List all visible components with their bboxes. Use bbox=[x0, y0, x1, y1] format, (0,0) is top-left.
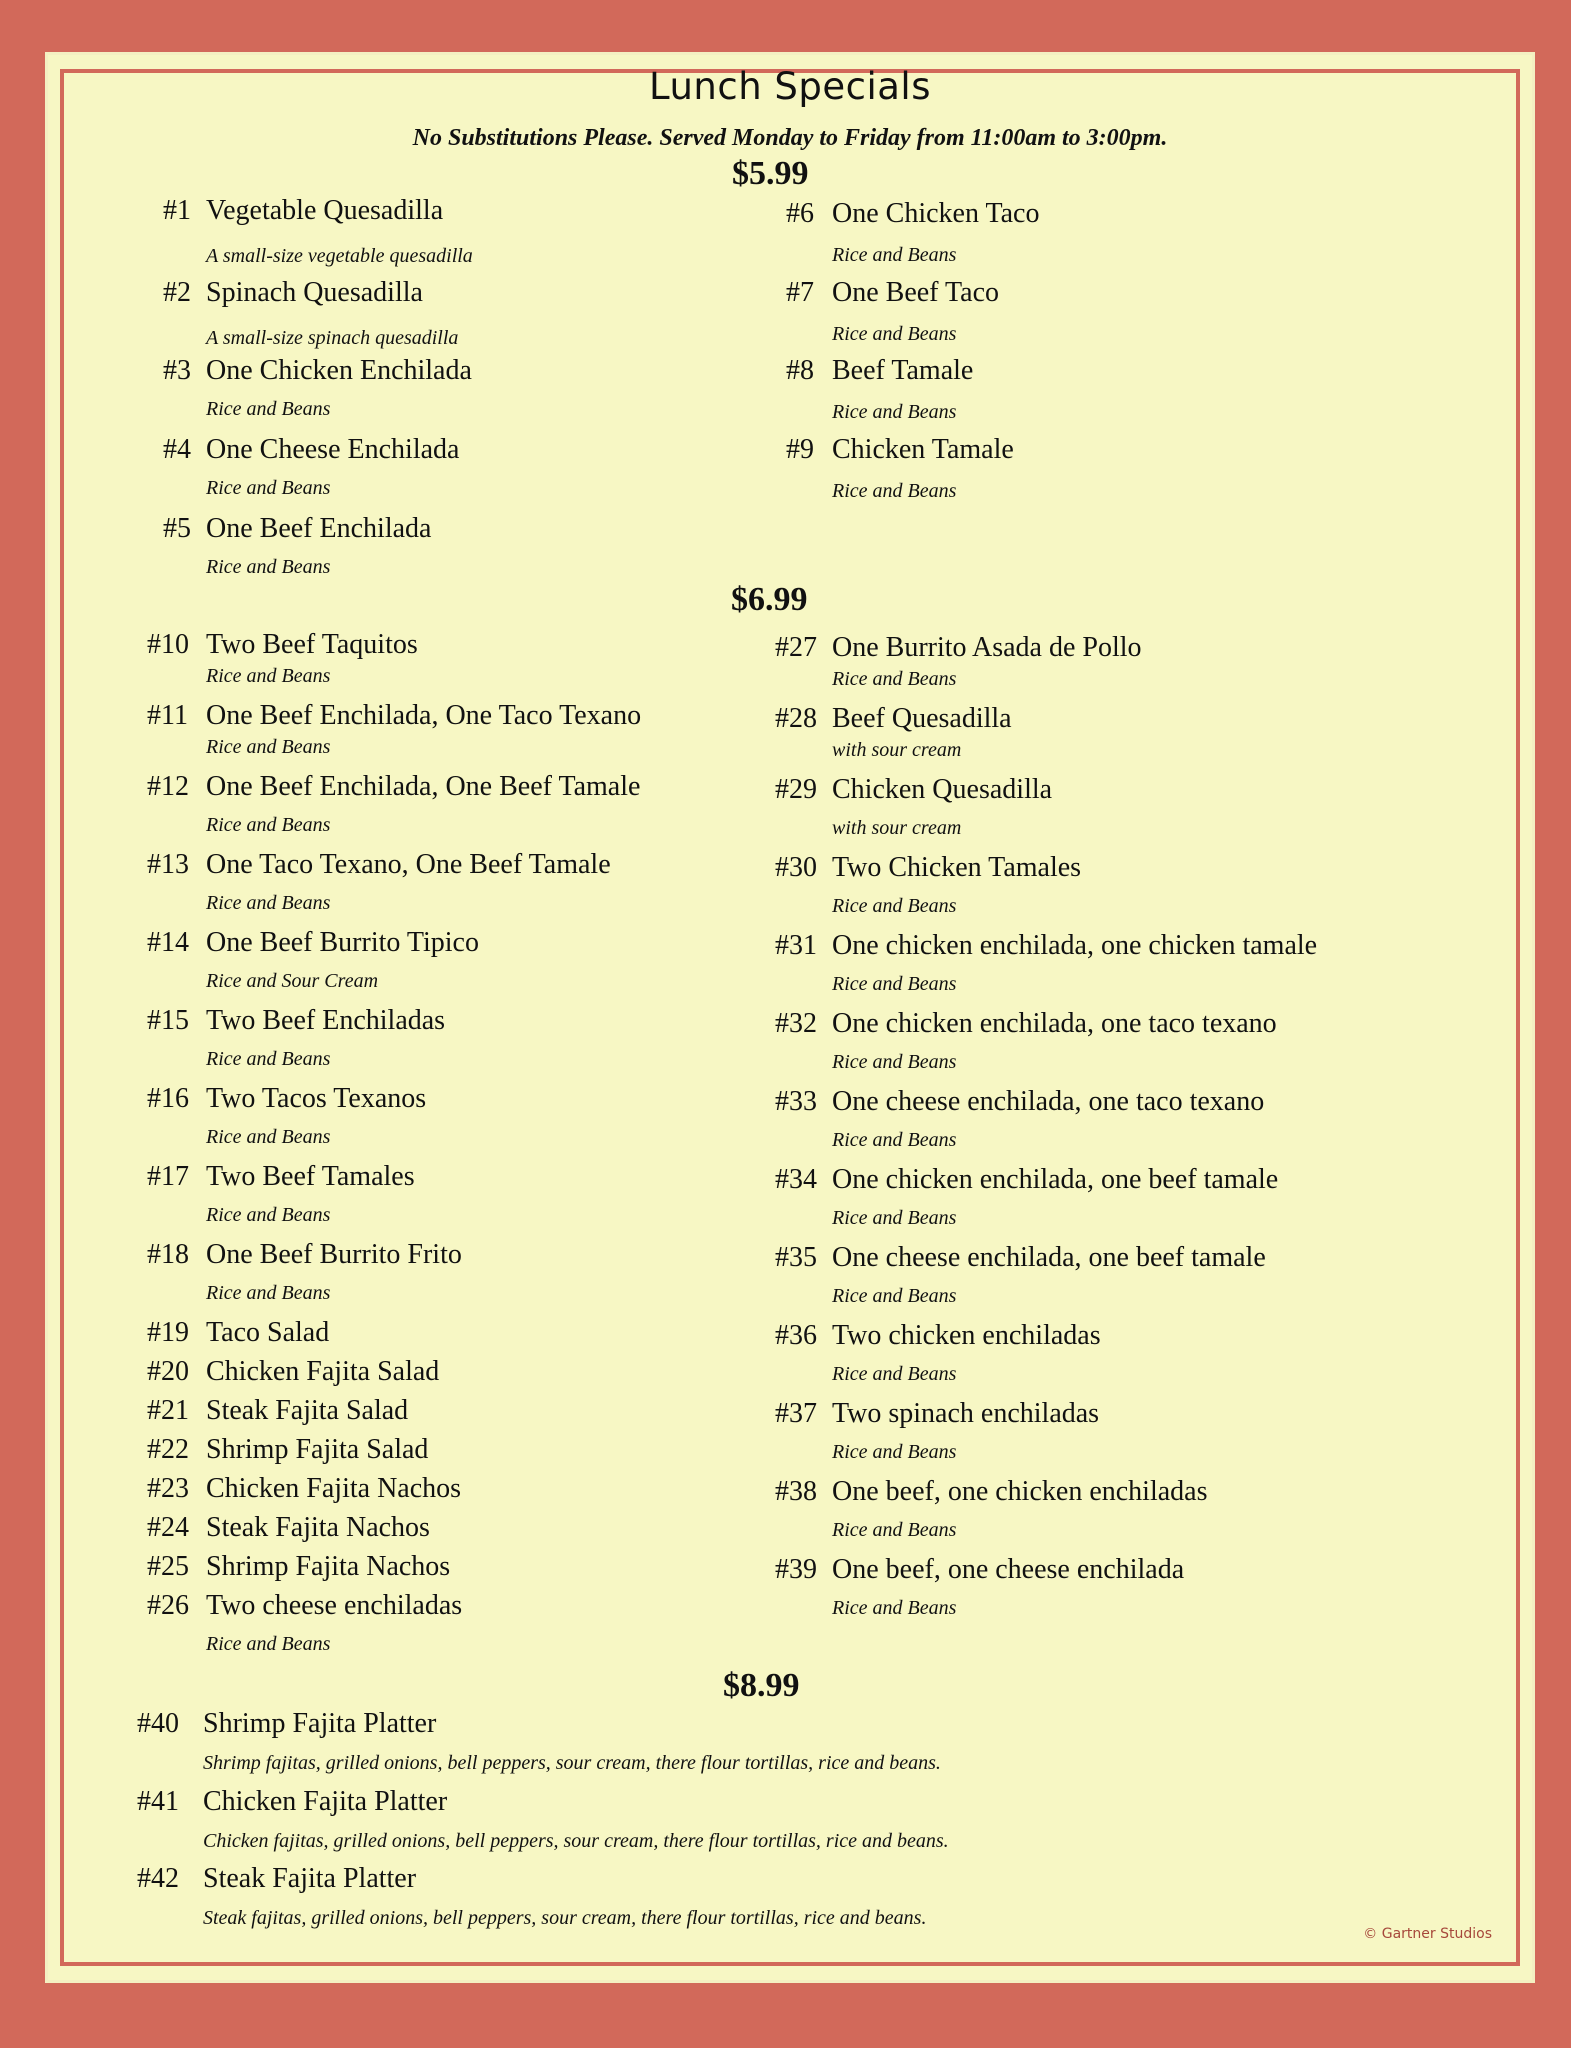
item-number: #36 bbox=[775, 1320, 817, 1351]
item-description: Rice and Beans bbox=[206, 814, 331, 836]
item-description: Rice and Beans bbox=[206, 477, 331, 499]
item-number: #41 bbox=[137, 1786, 179, 1817]
item-name: Two Tacos Texanos bbox=[206, 1083, 427, 1114]
item-number: #38 bbox=[775, 1476, 817, 1507]
item-name: One Chicken Taco bbox=[832, 198, 1040, 229]
menu-item bbox=[147, 1551, 450, 1583]
item-number: #8 bbox=[786, 355, 814, 386]
item-description: Rice and Beans bbox=[832, 1285, 957, 1307]
menu-page bbox=[48, 55, 1532, 1980]
item-name: One Chicken Enchilada bbox=[206, 355, 472, 386]
menu-title: Lunch Specials bbox=[648, 65, 931, 108]
menu-item bbox=[147, 1317, 329, 1349]
item-name: Beef Quesadilla bbox=[832, 703, 1012, 734]
item-name: Beef Tamale bbox=[832, 355, 974, 386]
item-name: Shrimp Fajita Nachos bbox=[206, 1551, 451, 1582]
price-heading-699: $6.99 bbox=[731, 581, 808, 618]
item-name: Two spinach enchiladas bbox=[832, 1398, 1100, 1429]
item-name: Two Beef Tamales bbox=[206, 1161, 415, 1192]
item-description: Rice and Beans bbox=[206, 398, 331, 420]
item-description: Rice and Beans bbox=[832, 1207, 957, 1229]
item-description: Rice and Beans bbox=[832, 668, 957, 690]
item-name: One chicken enchilada, one beef tamale bbox=[832, 1164, 1279, 1195]
item-number: #7 bbox=[786, 277, 814, 308]
item-number: #32 bbox=[775, 1008, 817, 1039]
menu-item bbox=[147, 1005, 445, 1037]
item-name: Taco Salad bbox=[206, 1317, 330, 1348]
item-name: Spinach Quesadilla bbox=[206, 277, 423, 308]
item-number: #34 bbox=[775, 1164, 817, 1195]
item-name: Steak Fajita Salad bbox=[206, 1395, 409, 1426]
menu-item bbox=[147, 849, 611, 881]
item-name: Two chicken enchiladas bbox=[832, 1320, 1101, 1351]
item-name: Chicken Fajita Salad bbox=[206, 1356, 440, 1387]
item-name: Steak Fajita Platter bbox=[203, 1863, 417, 1894]
item-number: #23 bbox=[147, 1473, 189, 1504]
item-description: A small-size spinach quesadilla bbox=[206, 327, 459, 349]
item-number: #4 bbox=[163, 434, 191, 465]
menu-item bbox=[147, 771, 640, 803]
item-description: Rice and Beans bbox=[832, 1597, 957, 1619]
item-name: Chicken Quesadilla bbox=[832, 774, 1053, 805]
menu-item bbox=[147, 1512, 430, 1544]
item-name: One cheese enchilada, one taco texano bbox=[832, 1086, 1265, 1117]
copyright-notice: © Gartner Studios bbox=[1363, 1926, 1492, 1942]
item-number: #27 bbox=[775, 632, 817, 663]
menu-item bbox=[137, 1786, 447, 1818]
menu-item bbox=[775, 930, 1317, 962]
item-description: Shrimp fajitas, grilled onions, bell peppers, sour cream, there flour tortillas, rice and beans. bbox=[203, 1752, 941, 1774]
item-number: #40 bbox=[137, 1708, 179, 1739]
menu-item bbox=[775, 632, 1142, 664]
menu-item bbox=[147, 927, 479, 959]
menu-item bbox=[775, 1242, 1266, 1274]
item-description: Rice and Beans bbox=[832, 244, 957, 266]
item-number: #42 bbox=[137, 1863, 179, 1894]
item-name: One Beef Taco bbox=[832, 277, 1000, 308]
menu-item bbox=[786, 434, 1014, 466]
item-number: #29 bbox=[775, 774, 817, 805]
item-name: One chicken enchilada, one chicken tamale bbox=[832, 930, 1318, 961]
menu-item bbox=[147, 1434, 428, 1466]
menu-item bbox=[137, 1708, 436, 1740]
item-number: #10 bbox=[147, 629, 189, 660]
item-description: Rice and Beans bbox=[832, 895, 957, 917]
item-number: #20 bbox=[147, 1356, 189, 1387]
item-name: One Beef Enchilada, One Taco Texano bbox=[206, 700, 642, 731]
item-name: One beef, one cheese enchilada bbox=[832, 1554, 1185, 1585]
item-description: Steak fajitas, grilled onions, bell peppers, sour cream, there flour tortillas, rice and beans. bbox=[203, 1907, 927, 1929]
item-number: #19 bbox=[147, 1317, 189, 1348]
item-number: #1 bbox=[163, 195, 191, 226]
item-number: #37 bbox=[775, 1398, 817, 1429]
menu-item bbox=[163, 277, 423, 309]
item-number: #33 bbox=[775, 1086, 817, 1117]
item-description: Rice and Beans bbox=[832, 1519, 957, 1541]
menu-item bbox=[147, 1239, 462, 1271]
menu-item bbox=[786, 355, 973, 387]
item-description: Rice and Beans bbox=[206, 665, 331, 687]
item-description: Rice and Beans bbox=[206, 1204, 331, 1226]
price-heading-899: $8.99 bbox=[723, 1667, 800, 1704]
item-number: #14 bbox=[147, 927, 189, 958]
item-description: Rice and Sour Cream bbox=[206, 970, 379, 992]
item-number: #21 bbox=[147, 1395, 189, 1426]
item-number: #22 bbox=[147, 1434, 189, 1465]
item-name: Chicken Fajita Nachos bbox=[206, 1473, 462, 1504]
item-name: Shrimp Fajita Salad bbox=[206, 1434, 429, 1465]
item-number: #9 bbox=[786, 434, 814, 465]
item-name: One chicken enchilada, one taco texano bbox=[832, 1008, 1277, 1039]
menu-item bbox=[147, 1590, 462, 1622]
menu-item bbox=[775, 1554, 1184, 1586]
item-name: Two Beef Taquitos bbox=[206, 629, 418, 660]
item-description: Rice and Beans bbox=[832, 1363, 957, 1385]
item-description: Rice and Beans bbox=[832, 480, 957, 502]
item-name: One Beef Enchilada, One Beef Tamale bbox=[206, 771, 641, 802]
menu-item bbox=[775, 774, 1052, 806]
menu-item bbox=[786, 277, 999, 309]
item-number: #12 bbox=[147, 771, 189, 802]
item-name: Chicken Tamale bbox=[832, 434, 1014, 465]
item-name: One Beef Burrito Frito bbox=[206, 1239, 462, 1270]
item-name: Two cheese enchiladas bbox=[206, 1590, 463, 1621]
menu-item bbox=[147, 1161, 415, 1193]
item-name: Vegetable Quesadilla bbox=[206, 195, 444, 226]
menu-item bbox=[163, 434, 459, 466]
item-number: #31 bbox=[775, 930, 817, 961]
item-description: Rice and Beans bbox=[206, 892, 331, 914]
menu-item bbox=[775, 1476, 1207, 1508]
item-description: Rice and Beans bbox=[832, 973, 957, 995]
menu-item bbox=[137, 1863, 416, 1895]
item-description: with sour cream bbox=[832, 817, 962, 839]
menu-item bbox=[786, 198, 1039, 230]
item-name: Chicken Fajita Platter bbox=[203, 1786, 448, 1817]
item-number: #17 bbox=[147, 1161, 189, 1192]
item-number: #11 bbox=[147, 700, 188, 731]
menu-item bbox=[147, 1395, 408, 1427]
menu-item bbox=[775, 1164, 1278, 1196]
menu-item bbox=[775, 852, 1081, 884]
item-name: Two Beef Enchiladas bbox=[206, 1005, 446, 1036]
item-name: One Burrito Asada de Pollo bbox=[832, 632, 1142, 663]
item-description: Chicken fajitas, grilled onions, bell peppers, sour cream, there flour tortillas, rice and beans. bbox=[203, 1830, 949, 1852]
price-heading-599: $5.99 bbox=[732, 155, 809, 192]
item-number: #24 bbox=[147, 1512, 189, 1543]
menu-item bbox=[163, 355, 472, 387]
menu-item bbox=[775, 1008, 1277, 1040]
item-name: One Beef Enchilada bbox=[206, 513, 432, 544]
item-description: Rice and Beans bbox=[832, 323, 957, 345]
item-number: #3 bbox=[163, 355, 191, 386]
item-description: Rice and Beans bbox=[206, 556, 331, 578]
item-description: Rice and Beans bbox=[832, 401, 957, 423]
menu-subtitle: No Substitutions Please. Served Monday to Friday from 11:00am to 3:00pm. bbox=[412, 125, 1168, 151]
item-number: #30 bbox=[775, 852, 817, 883]
item-name: One beef, one chicken enchiladas bbox=[832, 1476, 1208, 1507]
menu-item bbox=[775, 703, 1012, 735]
item-description: Rice and Beans bbox=[832, 1051, 957, 1073]
menu-item bbox=[163, 195, 443, 227]
item-name: One Beef Burrito Tipico bbox=[206, 927, 479, 958]
menu-item bbox=[147, 1356, 439, 1388]
item-description: Rice and Beans bbox=[206, 1633, 331, 1655]
item-number: #15 bbox=[147, 1005, 189, 1036]
menu-item bbox=[775, 1398, 1099, 1430]
item-description: Rice and Beans bbox=[832, 1129, 957, 1151]
item-description: Rice and Beans bbox=[206, 1048, 331, 1070]
item-number: #39 bbox=[775, 1554, 817, 1585]
item-name: One Taco Texano, One Beef Tamale bbox=[206, 849, 611, 880]
item-number: #6 bbox=[786, 198, 814, 229]
item-description: Rice and Beans bbox=[206, 736, 331, 758]
item-number: #35 bbox=[775, 1242, 817, 1273]
menu-item bbox=[163, 513, 431, 545]
menu-item bbox=[147, 629, 418, 661]
item-number: #16 bbox=[147, 1083, 189, 1114]
item-description: Rice and Beans bbox=[206, 1126, 331, 1148]
menu-item bbox=[775, 1320, 1101, 1352]
item-name: Shrimp Fajita Platter bbox=[203, 1708, 437, 1739]
item-name: Steak Fajita Nachos bbox=[206, 1512, 430, 1543]
item-number: #2 bbox=[163, 277, 191, 308]
item-number: #13 bbox=[147, 849, 189, 880]
item-number: #25 bbox=[147, 1551, 189, 1582]
item-number: #26 bbox=[147, 1590, 189, 1621]
item-description: A small-size vegetable quesadilla bbox=[206, 245, 473, 267]
item-number: #18 bbox=[147, 1239, 189, 1270]
item-name: Two Chicken Tamales bbox=[832, 852, 1082, 883]
item-description: Rice and Beans bbox=[832, 1441, 957, 1463]
menu-item bbox=[147, 1083, 426, 1115]
item-name: One cheese enchilada, one beef tamale bbox=[832, 1242, 1266, 1273]
item-name: One Cheese Enchilada bbox=[206, 434, 460, 465]
item-number: #5 bbox=[163, 513, 191, 544]
menu-item bbox=[147, 700, 641, 732]
item-description: with sour cream bbox=[832, 739, 962, 761]
item-description: Rice and Beans bbox=[206, 1282, 331, 1304]
menu-item bbox=[147, 1473, 461, 1505]
item-number: #28 bbox=[775, 703, 817, 734]
menu-item bbox=[775, 1086, 1264, 1118]
